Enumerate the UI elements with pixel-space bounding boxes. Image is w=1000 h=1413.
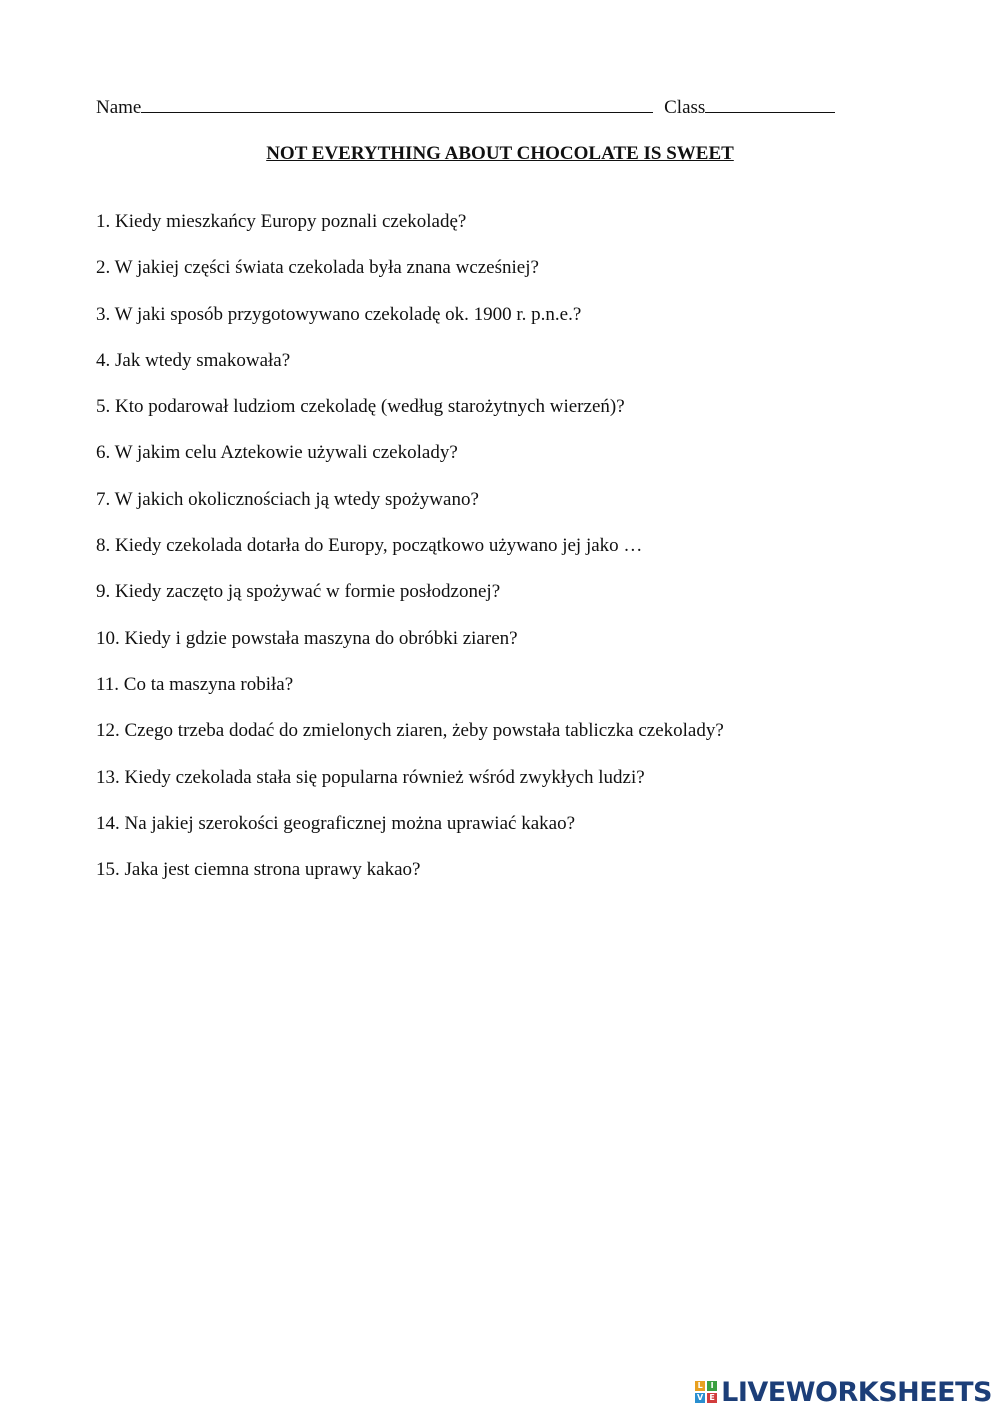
question-item: 10. Kiedy i gdzie powstała maszyna do obróbki ziaren? xyxy=(96,627,518,649)
name-class-line xyxy=(96,95,835,120)
question-item: 15. Jaka jest ciemna strona uprawy kakao? xyxy=(96,859,421,881)
question-list xyxy=(96,210,724,904)
question-item: 11. Co ta maszyna robiła? xyxy=(96,673,294,695)
class-blank[interactable] xyxy=(705,95,835,113)
class-label: Class xyxy=(664,97,706,118)
question-item: 13. Kiedy czekolada stała się popularna również wśród zwykłych ludzi? xyxy=(96,766,645,788)
question-item: 1. Kiedy mieszkańcy Europy poznali czekoladę? xyxy=(96,211,467,232)
liveworksheets-logo xyxy=(695,1377,992,1407)
logo-text: LIVEWORKSHEETS xyxy=(721,1376,992,1408)
logo-square: E xyxy=(707,1393,717,1403)
question-item: 7. W jakich okolicznościach ją wtedy spożywano? xyxy=(96,488,479,510)
question-item: 5. Kto podarował ludziom czekoladę (według starożytnych wierzeń)? xyxy=(96,396,625,418)
name-blank[interactable] xyxy=(141,95,653,113)
question-item: 14. Na jakiej szerokości geograficznej można uprawiać kakao? xyxy=(96,812,575,834)
logo-squares-icon xyxy=(695,1381,717,1403)
question-item: 12. Czego trzeba dodać do zmielonych ziaren, żeby powstała tabliczka czekolady? xyxy=(96,720,724,742)
logo-square: V xyxy=(697,1393,704,1402)
logo-square: I xyxy=(707,1381,717,1391)
logo-square: L xyxy=(695,1381,705,1391)
question-item: 2. W jakiej części świata czekolada była znana wcześniej? xyxy=(96,257,539,279)
question-item: 3. W jaki sposób przygotowywano czekoladę ok. 1900 r. p.n.e.? xyxy=(96,303,582,325)
question-item: 9. Kiedy zaczęto ją spożywać w formie posłodzonej? xyxy=(96,581,501,603)
name-label: Name xyxy=(96,97,142,118)
question-item: 8. Kiedy czekolada dotarła do Europy, początkowo używano jej jako … xyxy=(96,535,643,557)
worksheet-title: NOT EVERYTHING ABOUT CHOCOLATE IS SWEET xyxy=(266,143,734,164)
question-item: 6. W jakim celu Aztekowie używali czekolady? xyxy=(96,442,458,464)
question-item: 4. Jak wtedy smakowała? xyxy=(96,349,291,371)
